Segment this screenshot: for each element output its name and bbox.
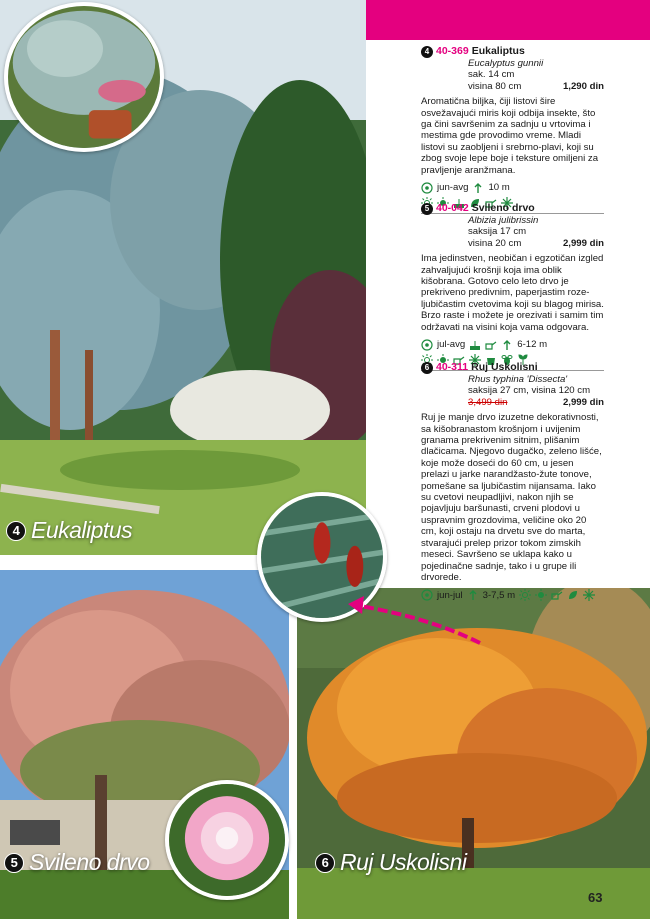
product-code: 40-369 [436, 45, 469, 58]
soil-icon [469, 339, 481, 351]
bloom-period: jun-jul [437, 589, 463, 601]
height-icon [472, 182, 484, 194]
flower-icon [421, 182, 433, 194]
watering-icon [485, 339, 497, 351]
watering-icon [551, 589, 563, 601]
albizia-flower-inset-photo [165, 780, 289, 900]
product-entry-eukaliptus [421, 46, 604, 214]
product-entry-svileno-drvo [421, 202, 604, 374]
caption-eukaliptus [6, 517, 132, 544]
product-name: Svileno drvo [471, 202, 535, 215]
plant-height: visina 80 cm [468, 80, 522, 92]
plant-height: visina 20 cm [468, 237, 522, 249]
caption-ruj-uskolisni [315, 849, 466, 876]
caption-svileno-drvo [4, 849, 150, 876]
entry-number-badge: 5 [421, 203, 433, 215]
mature-height: 6-12 m [517, 339, 548, 351]
bloom-period: jul-avg [437, 339, 466, 351]
half-sun-icon [535, 589, 547, 601]
product-description: Aromatična biljka, čiji listovi šire osvežavajući miris koji odbija insekte, što ga čini savršenim za sadnju u vrtovima i mestima gde provodimo vreme. Mladi listovi su zaobljeni i srebrno-plavi, koji su zbog svoje lepe boje i teksture omiljeni za pravljenje aranžmana. [421, 96, 599, 176]
caption-number-badge: 5 [4, 853, 24, 873]
old-price: 3,499 din [468, 396, 508, 408]
product-entry-ruj-uskolisni [421, 362, 604, 601]
product-code: 40-042 [436, 202, 469, 215]
caption-label: Svileno drvo [29, 849, 150, 875]
height-icon [467, 589, 479, 601]
page-number: 63 [588, 890, 603, 905]
entry-heading [421, 362, 604, 374]
frost-hardy-icon [583, 589, 595, 601]
bloom-period: jun-avg [437, 182, 469, 194]
mature-height: 3-7,5 m [482, 589, 516, 601]
latin-name: Albizia julibrissin [468, 215, 539, 226]
flower-icon [421, 339, 433, 351]
caption-number-badge: 6 [315, 853, 335, 873]
product-description: Ruj je manje drvo izuzetne dekorativnosti, sa kišobranastom krošnjom i uvijenim granama prekrivenim sitnim, plišanim dlačicama. Njegovo dugačko, zeleno lišće, koje može doseći do 60 cm, u jesen prelazi u jarke narandžasto-žute tonove, pomešane sa ljubičastim nijansama. Iako su cvetovi neupadljivi, nakon njih se pojavljuju baršunasti, crveni plodovi u uspravnim grozdovima, veličine oko 20 cm, koji ostaju na drvetu sve do marta, stvarajući prelep prizor tokom zimskih meseci. Savršeno se uklapa kako u pojedinačne sadnje, tako i u grupe ili drvorede. [421, 412, 602, 583]
mature-height: 10 m [488, 182, 510, 194]
caption-label: Ruj Uskolisni [340, 849, 467, 875]
pot-size: sak. 14 cm [468, 69, 515, 81]
header-accent-bar [366, 0, 650, 40]
product-name: Ruj Uskolisni [471, 361, 538, 374]
full-sun-icon [519, 589, 531, 601]
product-code: 40-311 [436, 361, 469, 374]
height-icon [501, 339, 513, 351]
pot-size: saksija 27 cm, visina 120 cm [468, 385, 591, 397]
entry-heading [421, 203, 604, 215]
product-description: Ima jedinstven, neobičan i egzotičan izgled zahvaljujući krošnji koja ima oblik kišobrana. Gotovo celo leto drvo je prekriveno predivnim, paperjastim roze-ljubičastim cvetovima koji su blagog mirisa. Brzo raste i možete je orezivati i samim tim održavati na visini koja vama odgovara. [421, 253, 604, 333]
caption-label: Eukaliptus [31, 517, 133, 543]
entry-number-badge: 4 [421, 46, 433, 58]
entry-heading [421, 46, 604, 58]
product-name: Eukaliptus [471, 45, 525, 58]
pot-size: saksija 17 cm [468, 226, 527, 238]
flower-icon [421, 589, 433, 601]
care-icons [421, 589, 604, 601]
latin-name: Rhus typhina 'Dissecta' [468, 374, 568, 385]
eucalyptus-pot-inset-photo [4, 2, 164, 152]
caption-number-badge: 4 [6, 521, 26, 541]
price: 2,999 din [562, 396, 604, 408]
entry-number-badge: 6 [421, 362, 433, 374]
leaf-icon [567, 589, 579, 601]
latin-name: Eucalyptus gunnii [468, 58, 544, 69]
price: 1,290 din [562, 80, 604, 92]
price: 2,999 din [562, 237, 604, 249]
